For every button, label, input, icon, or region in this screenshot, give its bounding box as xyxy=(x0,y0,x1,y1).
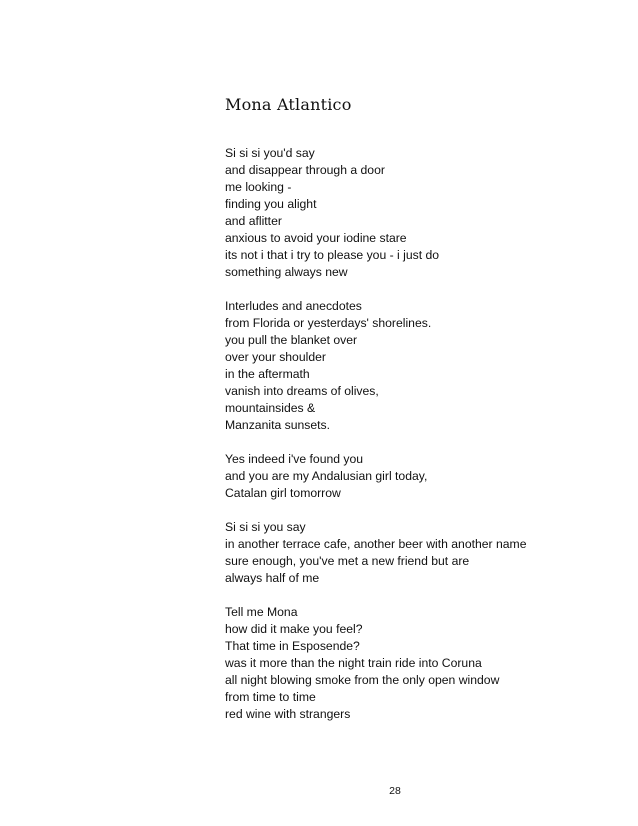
poem-line: vanish into dreams of olives, xyxy=(225,384,379,398)
poem-line: Manzanita sunsets. xyxy=(225,418,331,432)
poem-line: Catalan girl tomorrow xyxy=(225,486,341,500)
poem-line: was it more than the night train ride into Coruna xyxy=(225,656,482,670)
poem-line: from time to time xyxy=(225,690,316,704)
poem-line: something always new xyxy=(225,265,348,279)
poem-line: sure enough, you've met a new friend but are xyxy=(225,554,470,568)
poem-line: Si si si you'd say xyxy=(225,146,315,160)
stanza xyxy=(225,298,625,434)
stanza xyxy=(225,451,625,502)
poem-line: and aflitter xyxy=(225,214,282,228)
page-number: 28 xyxy=(389,785,401,797)
poem-line: Interludes and anecdotes xyxy=(225,299,362,313)
poem-line: Tell me Mona xyxy=(225,605,298,619)
poem-line: me looking - xyxy=(225,180,292,194)
poem-line: you pull the blanket over xyxy=(225,333,358,347)
poem-line: and disappear through a door xyxy=(225,163,385,177)
poem-line: all night blowing smoke from the only open window xyxy=(225,673,500,687)
poem-line: finding you alight xyxy=(225,197,317,211)
poem-line: mountainsides & xyxy=(225,401,316,415)
poem-line: That time in Esposende? xyxy=(225,639,360,653)
stanza xyxy=(225,145,625,281)
stanza xyxy=(225,519,625,587)
poem-line: Yes indeed i've found you xyxy=(225,452,364,466)
stanza xyxy=(225,604,625,723)
poem-line: in another terrace cafe, another beer with another name xyxy=(225,537,527,551)
poem-line: always half of me xyxy=(225,571,320,585)
poem-line: red wine with strangers xyxy=(225,707,351,721)
poem-line: how did it make you feel? xyxy=(225,622,363,636)
poem-line: in the aftermath xyxy=(225,367,310,381)
poem-body xyxy=(225,145,625,740)
poem-line: and you are my Andalusian girl today, xyxy=(225,469,428,483)
poem-title: Mona Atlantico xyxy=(225,95,352,114)
poem-line: over your shoulder xyxy=(225,350,326,364)
poem-line: anxious to avoid your iodine stare xyxy=(225,231,407,245)
poem-line: Si si si you say xyxy=(225,520,306,534)
poem-line: from Florida or yesterdays' shorelines. xyxy=(225,316,432,330)
poem-line: its not i that i try to please you - i just do xyxy=(225,248,440,262)
